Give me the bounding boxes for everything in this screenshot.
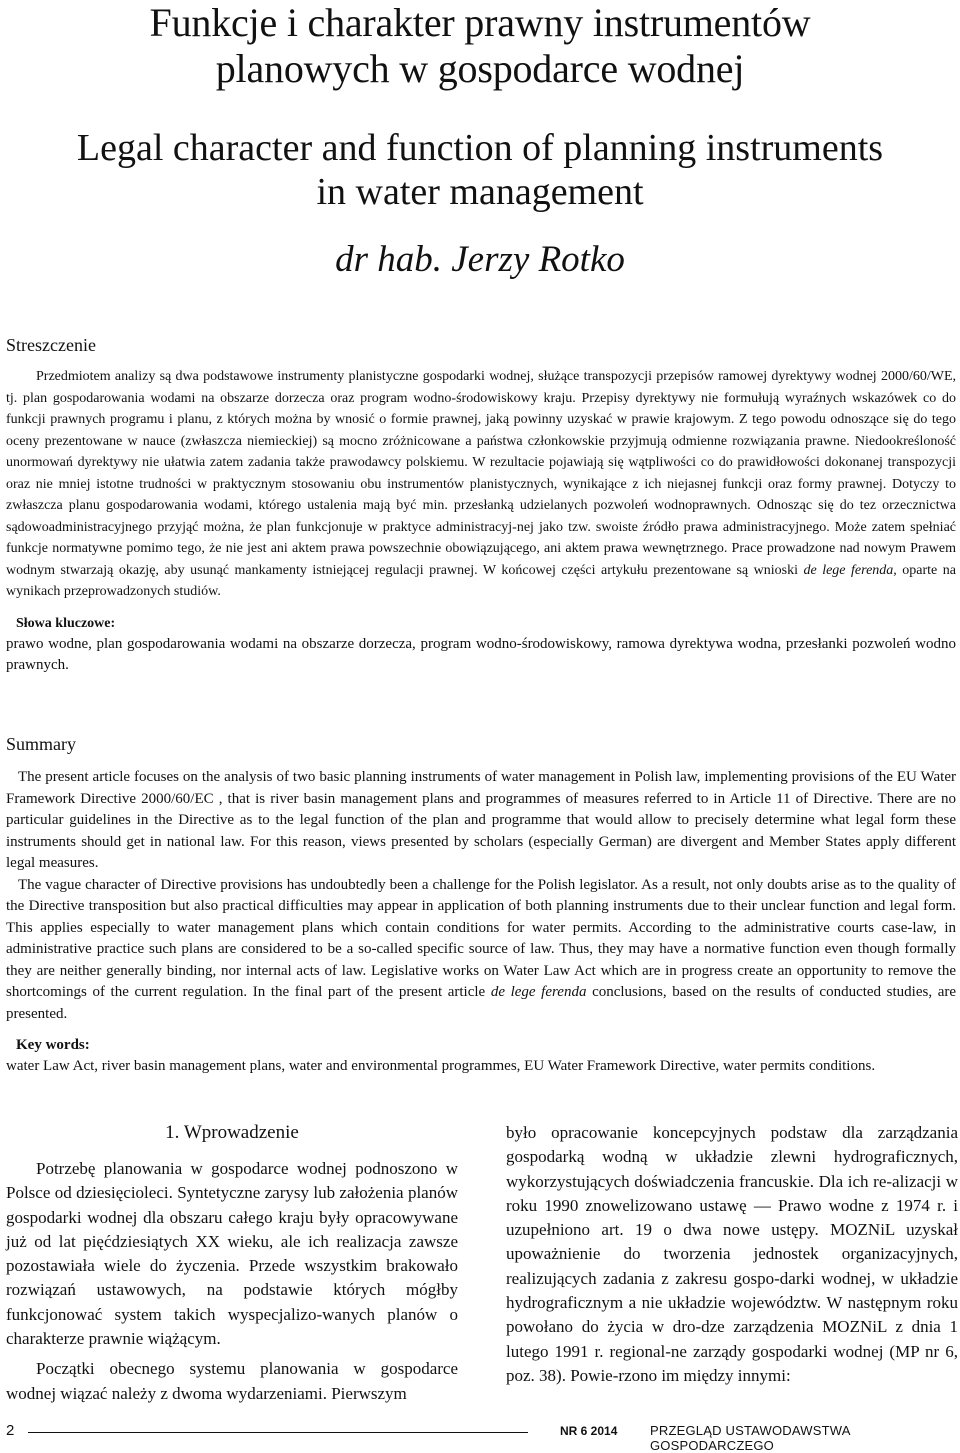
title-en-line-2: in water management — [316, 171, 644, 213]
abstract-en-p2-end: conclusions, based on the results of conducted studies, are presented. — [6, 984, 957, 1022]
intro-paragraph-3: było opracowanie koncepcyjnych podstaw dla zarządzania gospodarką wodną w układzie zlewni hydrograficznych, wykorzystujących doświadczenia francuskie. Dla ich re-alizacji w roku 1990 znowelizowano ustawę — Prawo wodne z 1974 r. i uzupełniono art. 19 o dwa nowe ustępy. MOZNiL uzyskał upoważnienie do tworzenia jednostek organizacyjnych, realizujących zadania z zakresu gospo-darki wodnej, w układzie hydrograficznym a nie układzie województw. W następnym roku powołano do życia w dro-dze zarządzenia MOZNiL z dnia 1 lutego 1991 r. regional-ne zarządy gospodarki wodnej (MP nr 6, poz. 38). Powie-rzono im między innymi: — [506, 1123, 958, 1385]
abstract-en-heading: Summary — [6, 734, 76, 754]
keywords-en-heading: Key words: — [16, 1037, 90, 1053]
author-name: dr hab. Jerzy Rotko — [335, 239, 625, 280]
intro-paragraph-2: Początki obecnego systemu planowania w gospodarce wodnej wiązać należy z dwoma wydarzeniami. Pierwszym — [6, 1359, 458, 1403]
keywords-en-text: water Law Act, river basin management plans, water and environmental programmes, EU Water Framework Directive, water permits conditions. — [6, 1058, 876, 1074]
abstract-en-p2-main: The vague character of Directive provisions has undoubtedly been a challenge for the Polish legislator. As a result, not only doubts arise as to the quality of the Directive transposition but also practical difficulties may appear in application of both planning instruments due to their unclear function and legal form. This applies especially to water management plans which contain conditions for water permits. According to the administrative courts case-law, in administrative practice such plans are considered to be a so-called specific source of law. Thus, they may have a normative function even though formally they are neither generally binding, nor internal acts of law. Legislative works on Water Law Act which are in progress create an opportunity to remove the shortcomings of the current regulation. In the final part of the present article — [6, 876, 956, 1000]
title-pl-line-1: Funkcje i charakter prawny instrumentów — [149, 0, 811, 45]
abstract-pl-text — [6, 366, 956, 603]
journal-name: PRZEGLĄD USTAWODAWSTWA GOSPODARCZEGO — [650, 1423, 850, 1453]
title-pl-line-2: planowych w gospodarce wodnej — [215, 46, 745, 91]
intro-paragraph-1: Potrzebę planowania w gospodarce wodnej podnoszono w Polsce od dziesięcioleci. Syntetyczne zarysy lub założenia planów gospodarki wodnej dla obszaru całego kraju były opracowywane już od lat pięćdziesiątych XX wieku, ale ich realizacja zawsze pozostawiała wiele do życzenia. Przede wszystkim brakowało rozwiązań ustawowych, na podstawie których mógłby funkcjonować system takich wyspecjalizo-wanych planów o charakterze prawnie wiążącym. — [6, 1159, 458, 1349]
page-number: 2 — [6, 1422, 15, 1439]
journal-issue: NR 6 2014 — [560, 1424, 618, 1438]
abstract-en-paragraph-1: The present article focuses on the analysis of two basic planning instruments of water management in Polish law, implementing provisions of the EU Water Framework Directive 2000/60/EC , that is river basin management plans and programmes of measures referred to in Article 11 of Directive. There are no particular guidelines in the Directive as to the legal function of the plan and programme that would allow to precisely determine what legal form these instruments should get in national law. For this reason, views presented by scholars (especially German) are divergent and Member States apply different legal measures. — [6, 769, 956, 871]
abstract-pl-italic-term: de lege ferenda — [803, 562, 894, 578]
footer-rule — [28, 1432, 528, 1433]
section-heading-introduction: 1. Wprowadzenie — [165, 1122, 299, 1143]
keywords-pl-text: prawo wodne, plan gospodarowania wodami na obszarze dorzecza, program wodno-środowiskowy, ramowa dyrektywa wodna, przesłanki pozwoleń wodno prawnych. — [6, 635, 956, 673]
abstract-polish — [6, 334, 956, 677]
intro-right-column — [506, 1121, 958, 1388]
intro-left-column — [6, 1121, 458, 1406]
keywords-pl-heading: Słowa kluczowe: — [16, 615, 116, 631]
abstract-pl-text-main: Przedmiotem analizy są dwa podstawowe instrumenty planistyczne gospodarki wodnej, służące transpozycji przepisów ramowej dyrektywy wodnej 2000/60/WE, tj. plan gospodarowania wodami na obszarze dorzecza oraz program wodno-środowiskowy kraju. Przepisy dyrektywy nie formułują wyraźnych wskazówek co do funkcji prawnych programu i planu, z których można by wnosić o formie prawnej, jaką powinny uzyskać w prawie krajowym. Z tego powodu odnoszące się do tego oceny prezentowane w nauce (zwłaszcza niemieckiej) są mocno zróżnicowane a państwa członkowskie przyjmują odmienne rozwiązania prawne. Niedookreśloność unormowań dyrektywy nie ułatwia zatem zadania także prawodawcy polskiemu. W rezultacie pojawiają się wątpliwości co do prawidłowości dokonanej transpozycji oraz nie mniej istotne trudności w praktycznym stosowaniu obu instrumentów planistycznych, wynikające z ich niejasnej funkcji oraz formy prawnej. Dotyczy to zwłaszcza planu gospodarowania wodami, którego ustalenia mają być min. przesłanką udzielanych pozwoleń wodnoprawnych. Odnosząc się do tez orzecznictwa sądowoadministracyjnego przyjąć można, że plan funkcjonuje w praktyce administracyj-nej jako tzw. swoiste źródło prawa administracyjnego. Może zatem spełniać funkcje normatywne pomimo tego, że nie jest ani aktem prawa powszechnie obowiązującego, ani aktem prawa wewnętrznego. Prace prowadzone nad nowym Prawem wodnym stwarzają okazję, aby usunąć mankamenty istniejącej regulacji prawnej. W końcowej części artykułu prezentowane są wnioski — [6, 369, 956, 578]
abstract-pl-text-end: , oparte na wynikach przeprowadzonych studiów. — [6, 562, 956, 599]
abstract-en-italic-term: de lege ferenda — [490, 984, 587, 1000]
article-title-english — [0, 126, 960, 214]
abstract-en-paragraph-2 — [6, 875, 956, 1026]
abstract-english — [6, 733, 956, 1078]
title-en-line-1: Legal character and function of planning instruments — [76, 127, 884, 169]
article-title-polish — [0, 0, 960, 92]
page-footer — [0, 1420, 960, 1453]
abstract-pl-heading: Streszczenie — [6, 335, 96, 355]
